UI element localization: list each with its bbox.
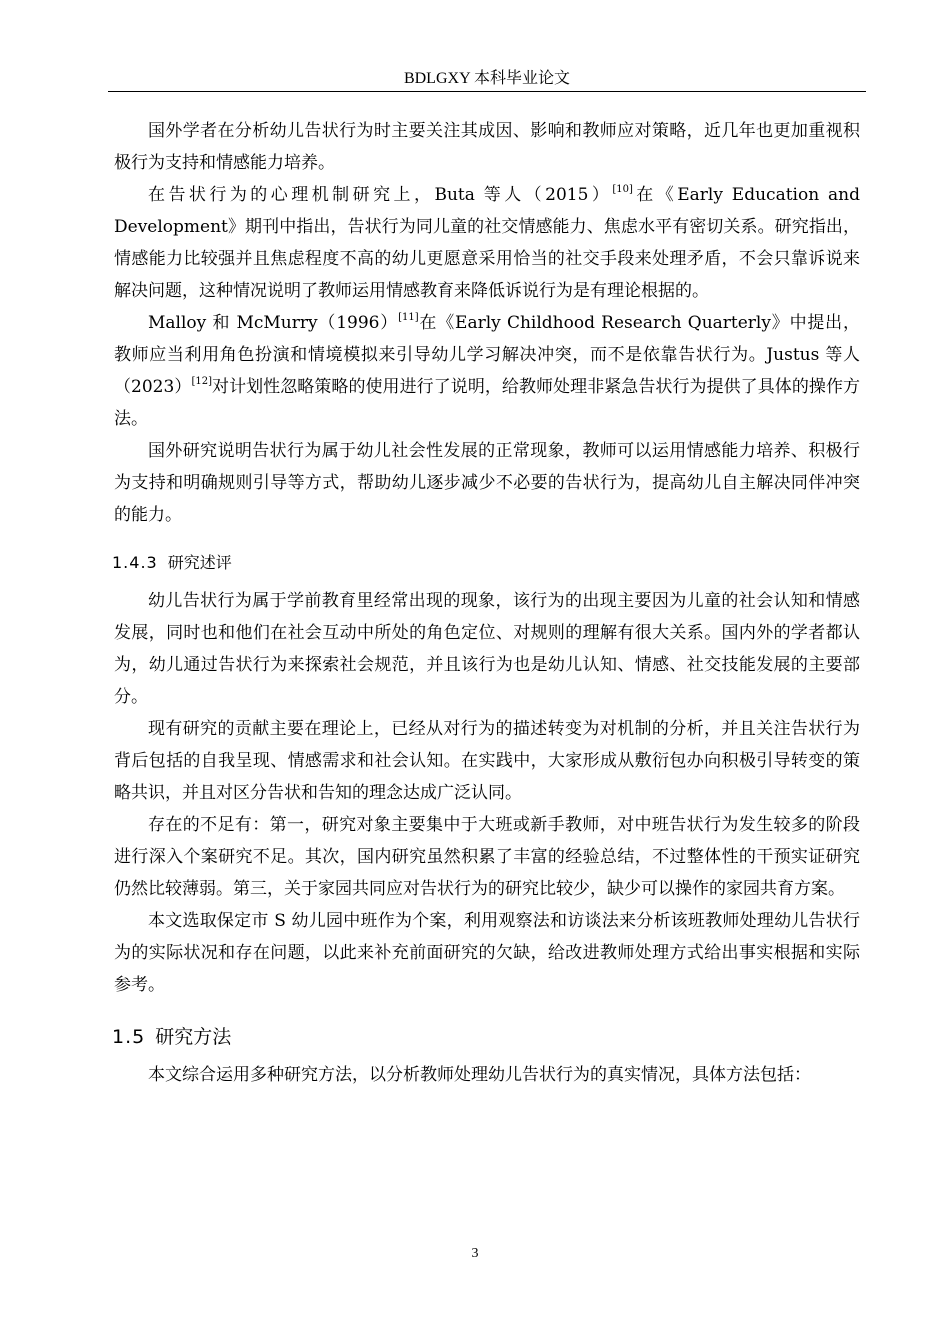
section-number: 1.4.3 [112, 553, 158, 572]
paragraph-text: 在《Early Childhood Research Quarterly》中提出，教师应当利用角色扮演和情境模拟来引导幼儿学习解决冲突，而不是依靠告状行为。Justus 等人（2023） [114, 313, 860, 397]
paragraph: 现有研究的贡献主要在理论上，已经从对行为的描述转变为对机制的分析，并且关注告状行为背后包括的自我呈现、情感需求和社会认知。在实践中，大家形成从敷衍包办向积极引导转变的策略共识，并且对区分告状和告知的理念达成广泛认同。 [114, 719, 860, 803]
paragraph-text: 在《Early Education and Development》期刊中指出，告状行为同儿童的社交情感能力、焦虑水平有密切关系。研究指出，情感能力比较强并且焦虑程度不高的幼儿更愿意采用恰当的社交手段来处理矛盾，不会只靠诉说来解决问题，这种情况说明了教师运用情感教育来降低诉说行为是有理论根据的。 [114, 185, 860, 301]
section-heading-1-4-3 [112, 551, 860, 575]
running-header: BDLGXY 本科毕业论文 [403, 70, 571, 87]
section-title: 研究述评 [167, 553, 232, 572]
section-title: 研究方法 [155, 1026, 232, 1048]
paragraph-text: Malloy 和 McMurry（1996） [148, 313, 399, 333]
paragraph: 国外研究说明告状行为属于幼儿社会性发展的正常现象，教师可以运用情感能力培养、积极行为支持和明确规则引导等方式，帮助幼儿逐步减少不必要的告状行为，提高幼儿自主解决同伴冲突的能力。 [114, 441, 860, 525]
citation-ref: [10] [612, 184, 633, 195]
paragraph: 存在的不足有：第一，研究对象主要集中于大班或新手教师，对中班告状行为发生较多的阶段进行深入个案研究不足。其次，国内研究虽然积累了丰富的经验总结，不过整体性的干预实证研究仍然比较薄弱。第三，关于家园共同应对告状行为的研究比较少，缺少可以操作的家园共育方案。 [114, 815, 860, 899]
section-number: 1.5 [112, 1026, 146, 1048]
paragraph-text: 在告状行为的心理机制研究上，Buta 等人（2015） [148, 185, 613, 205]
document-body [114, 115, 860, 1091]
citation-ref: [12] [191, 376, 212, 387]
header-rule [108, 91, 866, 92]
paragraph-text: 对计划性忽略策略的使用进行了说明，给教师处理非紧急告状行为提供了具体的操作方法。 [114, 377, 861, 429]
paragraph: 本文选取保定市 S 幼儿园中班作为个案，利用观察法和访谈法来分析该班教师处理幼儿告状行为的实际状况和存在问题，以此来补充前面研究的欠缺，给改进教师处理方式给出事实根据和实际参考。 [114, 911, 860, 995]
paragraph [114, 307, 860, 435]
paragraph: 国外学者在分析幼儿告状行为时主要关注其成因、影响和教师应对策略，近几年也更加重视积极行为支持和情感能力培养。 [114, 121, 860, 173]
page-number: 3 [471, 1246, 479, 1261]
paragraph [114, 179, 860, 307]
paragraph: 幼儿告状行为属于学前教育里经常出现的现象，该行为的出现主要因为儿童的社会认知和情感发展，同时也和他们在社会互动中所处的角色定位、对规则的理解有很大关系。国内外的学者都认为，幼儿通过告状行为来探索社会规范，并且该行为也是幼儿认知、情感、社交技能发展的主要部分。 [114, 591, 860, 707]
citation-ref: [11] [398, 312, 419, 323]
section-heading-1-5 [112, 1023, 860, 1051]
paragraph: 本文综合运用多种研究方法，以分析教师处理幼儿告状行为的真实情况，具体方法包括： [148, 1065, 811, 1085]
